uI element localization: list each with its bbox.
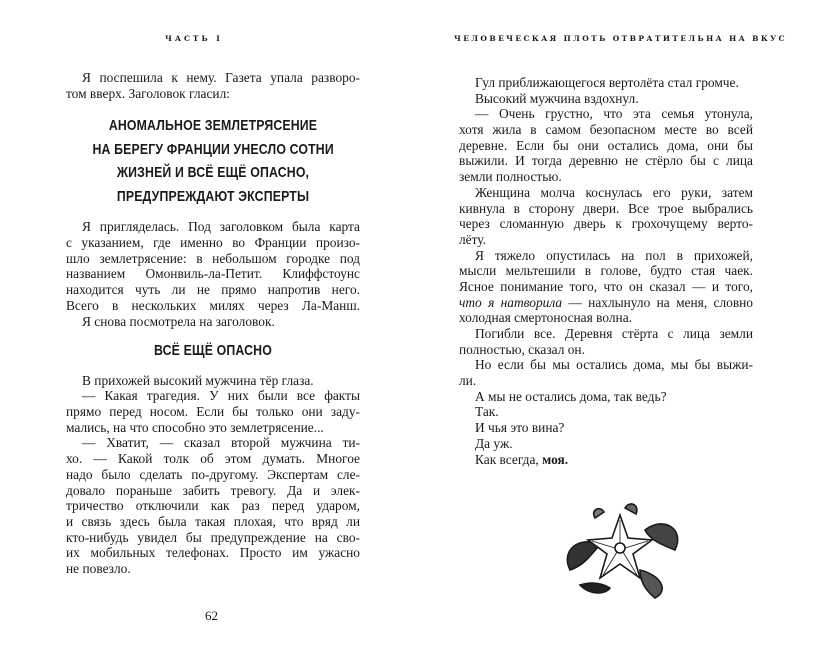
text-line: кивнула в сторону двери. Все трое выбрались xyxy=(459,200,753,216)
running-head-left: ЧАСТЬ I xyxy=(165,34,223,43)
text-line: через сломанную дверь к грохочущему верто- xyxy=(459,216,753,232)
text-line: находится чуть ли не прямо напротив него. xyxy=(66,282,360,298)
text-line: кто-нибудь увидел бы предупреждение на сво- xyxy=(66,529,360,545)
text-line: Гул приближающегося вертолёта стал громче. xyxy=(475,75,739,90)
headline xyxy=(66,114,360,208)
text-line: холодная смертоносная волна. xyxy=(459,310,633,326)
text-line: — Хватит, — сказал второй мужчина ти- xyxy=(82,435,360,451)
paragraph xyxy=(459,326,753,357)
headline-line: НА БЕРЕГУ ФРАНЦИИ УНЕСЛО СОТНИ xyxy=(92,140,334,158)
text-line: Женщина молча коснулась его руки, затем xyxy=(475,184,753,200)
paragraph xyxy=(66,373,360,389)
text-line: мысли мельтешили в голове, будто стая чаек. xyxy=(459,263,753,279)
text-line: земли полностью. xyxy=(459,169,562,185)
text-line: мались, на что способно это землетрясение... xyxy=(66,419,324,435)
text-line: Да уж. xyxy=(475,435,513,451)
text-line: А мы не остались дома, так ведь? xyxy=(475,388,667,404)
text-line: названием Омонвиль-ла-Петит. Клиффстоунс xyxy=(66,266,360,282)
text: — нахлынуло на меня, словно xyxy=(562,294,754,310)
text-line: выжили. И тогда деревню не стёрло бы с лица xyxy=(459,153,753,169)
text-line: том вверх. Заголовок гласил: xyxy=(66,85,230,101)
paragraph xyxy=(459,91,753,107)
headline-line: АНОМАЛЬНОЕ ЗЕМЛЕТРЯСЕНИЕ xyxy=(108,117,318,135)
left-text-column xyxy=(66,70,360,577)
text-line: Я снова посмотрела на заголовок. xyxy=(82,313,275,329)
text-line: — Очень грустно, что эта семья утонула, xyxy=(475,106,753,122)
running-head-right: ЧЕЛОВЕЧЕСКАЯ ПЛОТЬ ОТВРАТИТЕЛЬНА НА ВКУС xyxy=(454,34,787,43)
subheadline: ВСЁ ЕЩЁ ОПАСНО xyxy=(154,342,272,360)
page-number: 62 xyxy=(205,608,218,623)
bold-text: моя. xyxy=(542,451,569,467)
text-line: Я тяжело опустилась на пол в прихожей, xyxy=(475,247,753,263)
starfish-flower-icon xyxy=(550,500,690,600)
text-line: Высокий мужчина вздохнул. xyxy=(475,90,639,106)
text-line xyxy=(459,295,753,311)
text-line: шло землетрясение: в небольшом городке под xyxy=(66,250,360,266)
text-line: тричество отключили как раз перед ударом, xyxy=(66,498,360,514)
paragraph xyxy=(459,389,753,405)
right-text-column xyxy=(459,75,753,467)
text-line: ли. xyxy=(459,373,477,389)
text-line: их мобильных телефонах. Просто им ужасно xyxy=(66,545,360,561)
text-line: — Какая трагедия. У них были все факты xyxy=(82,388,360,404)
text-line: полностью, сказал он. xyxy=(459,341,585,357)
paragraph xyxy=(459,436,753,452)
headline-line: ЖИЗНЕЙ И ВСЁ ЕЩЁ ОПАСНО, xyxy=(116,164,310,182)
text: Как всегда, xyxy=(475,451,543,467)
text-line: и связь здесь была такая плохая, что вряд ли xyxy=(66,513,360,529)
text-line: Так. xyxy=(475,404,499,420)
paragraph xyxy=(459,404,753,420)
paragraph xyxy=(459,420,753,436)
text-line xyxy=(459,452,753,468)
paragraph xyxy=(66,388,360,435)
text-line: хо. — Какой толк об этом думать. Многое xyxy=(66,451,360,467)
text-line: довало пораньше забить тревогу. Да и элек- xyxy=(66,482,360,498)
text-line: Я поспешила к нему. Газета упала разворо- xyxy=(82,70,360,85)
text-line: надо было сделать по-другому. Экспертам сле- xyxy=(66,466,360,482)
text-line: Ясное понимание того, что он сказал — и того, xyxy=(459,278,753,294)
paragraph xyxy=(459,185,753,248)
paragraph xyxy=(459,106,753,184)
text-line: Всего в нескольких милях через Ла-Манш. xyxy=(66,297,360,313)
text-line: Погибли все. Деревня стёрта с лица земли xyxy=(475,326,753,341)
text-line: И чья это вина? xyxy=(475,420,565,436)
text-line: хотя жила в самом безопасном месте во всей xyxy=(459,122,753,138)
text-line: Но если бы мы остались дома, мы бы выжи- xyxy=(475,357,753,373)
paragraph xyxy=(66,219,360,329)
text-line: Я пригляделась. Под заголовком была карта xyxy=(82,219,360,235)
paragraph xyxy=(459,75,753,91)
text-line: не повезло. xyxy=(66,560,131,576)
text-line: В прихожей высокий мужчина тёр глаза. xyxy=(82,372,314,388)
paragraph xyxy=(459,248,753,295)
text-line: с указанием, где именно во Франции произо- xyxy=(66,235,360,251)
text-line: прямо перед носом. Если бы только они заду- xyxy=(66,404,360,420)
paragraph xyxy=(459,357,753,388)
right-page xyxy=(410,0,820,656)
text-line: деревне. Если бы они остались дома, они бы xyxy=(459,137,753,153)
paragraph xyxy=(66,435,360,576)
text-line: лёту. xyxy=(459,231,487,247)
paragraph xyxy=(66,70,360,101)
italic-text: что я натворила xyxy=(459,294,563,310)
headline-line: ПРЕДУПРЕЖДАЮТ ЭКСПЕРТЫ xyxy=(116,187,310,205)
